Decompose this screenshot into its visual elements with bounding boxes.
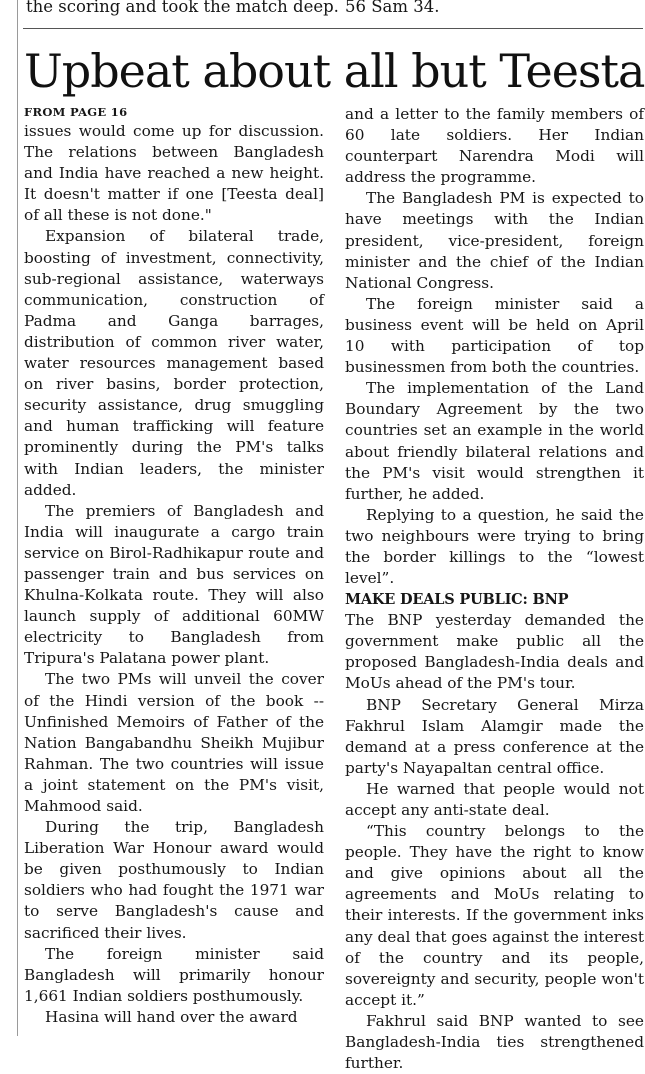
article-column-right bbox=[345, 104, 644, 1073]
paragraph: The implementation of the Land Boundary Agreement by the two countries set an example in the world about friendly bilateral relations and the PM's visit would strengthen it further, he added. bbox=[345, 379, 644, 503]
subheading: MAKE DEALS PUBLIC: BNP bbox=[345, 591, 569, 609]
paragraph: The Bangladesh PM is expected to have meetings with the Indian president, vice-president, foreign minister and the chief of the Indian National Congress. bbox=[345, 189, 644, 292]
paragraph: He warned that people would not accept any anti-state deal. bbox=[345, 779, 644, 819]
previous-article-fragment: the scoring and took the match deep. bbox=[26, 0, 339, 16]
article-headline: Upbeat about all but Teesta bbox=[24, 44, 645, 98]
paragraph: During the trip, Bangladesh Liberation War Honour award would be given posthumously to Indian soldiers who had fought the 1971 war to serve Bangladesh's cause and sacrificed their lives. bbox=[24, 818, 324, 942]
previous-article-fragment-right: 56 Sam 34. bbox=[345, 0, 440, 16]
paragraph: The foreign minister said Bangladesh will primarily honour 1,661 Indian soldiers posthumously. bbox=[24, 944, 324, 1005]
paragraph: BNP Secretary General Mirza Fakhrul Islam Alamgir made the demand at a press conference at the party's Nayapaltan central office. bbox=[345, 695, 644, 777]
paragraph: Fakhrul said BNP wanted to see Bangladesh-India ties strengthened further. bbox=[345, 1011, 644, 1073]
continuation-kicker: FROM PAGE 16 bbox=[24, 105, 128, 119]
paragraph: The foreign minister said a business event will be held on April 10 with participation of top businessmen from both the countries. bbox=[345, 294, 644, 377]
paragraph: issues would come up for discussion. The relations between Bangladesh and India have reached a new height. It doesn't matter if one [Teesta deal] of all these is not done." bbox=[24, 122, 324, 225]
section-divider bbox=[23, 28, 643, 29]
left-column-rule bbox=[17, 0, 18, 1036]
article-column-left bbox=[24, 104, 324, 1036]
paragraph: The BNP yesterday demanded the government make public all the proposed Bangladesh-India deals and MoUs ahead of the PM's tour. bbox=[345, 611, 644, 693]
paragraph: The premiers of Bangladesh and India will inaugurate a cargo train service on Birol-Radhikapur route and passenger train and bus services on Khulna-Kolkata route. They will also launch supply of additional 60MW electricity to Bangladesh from Tripura's Palatana power plant. bbox=[24, 501, 324, 668]
paragraph: The two PMs will unveil the cover of the Hindi version of the book -- Unfinished Memoirs of Father of the Nation Bangabandhu Sheikh Mujibur Rahman. The two countries will issue a joint statement on the PM's visit, Mahmood said. bbox=[24, 670, 324, 815]
paragraph: and a letter to the family members of 60 late soldiers. Her Indian counterpart Narendra Modi will address the programme. bbox=[345, 105, 644, 187]
paragraph: “This country belongs to the people. They have the right to know and give opinions about all the agreements and MoUs relating to their interests. If the government inks any deal that goes against the interest of the country and its people, sovereignty and security, people won't accept it.” bbox=[345, 822, 644, 1009]
paragraph: Hasina will hand over the award bbox=[45, 1007, 298, 1026]
paragraph: Expansion of bilateral trade, boosting of investment, connectivity, sub-regional assistance, waterways communication, construction of Padma and Ganga barrages, distribution of common river water, water resources management based on river basins, border protection, security assistance, drug smuggling and human trafficking will feature prominently during the PM's talks with Indian leaders, the minister added. bbox=[24, 227, 324, 499]
paragraph: Replying to a question, he said the two neighbours were trying to bring the border killings to the “lowest level”. bbox=[345, 505, 644, 588]
